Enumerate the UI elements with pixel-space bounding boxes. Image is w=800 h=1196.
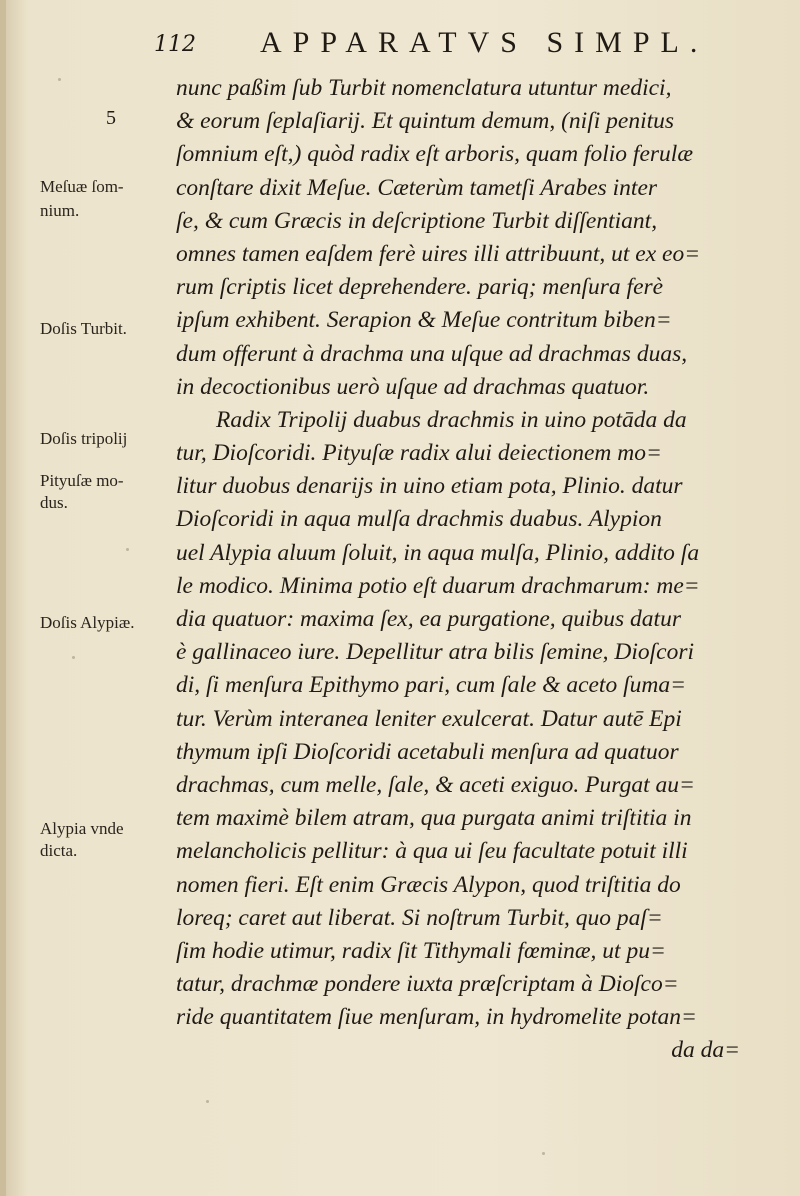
text-line: ſomnium eſt,) quòd radix eſt arboris, quam folio ferulæ: [176, 141, 693, 168]
ink-speck: [72, 656, 75, 659]
text-line: melancholicis pellitur: à qua ui ſeu facultate potuit illi: [176, 838, 688, 865]
ink-speck: [58, 78, 61, 81]
text-line: thymum ipſi Dioſcoridi acetabuli menſura ad quatuor: [176, 738, 679, 765]
page-header: [154, 18, 714, 66]
text-line: Radix Tripolij duabus drachmis in uino potāda da: [216, 406, 687, 433]
page-number: 112: [154, 32, 196, 57]
line-marker: 5: [106, 107, 116, 129]
ink-speck: [126, 548, 129, 551]
text-line: tur. Verùm interanea leniter exulcerat. Datur autē Epi: [176, 705, 682, 732]
text-line: & eorum ſeplaſiarij. Et quintum demum, (niſi penitus: [176, 108, 675, 135]
margin-note: Alypia vnde: [40, 819, 124, 838]
margin-note: dicta.: [40, 841, 78, 860]
text-line: drachmas, cum melle, ſale, & aceti exiguo. Purgat au=: [176, 771, 695, 798]
text-line: uel Alypia aluum ſoluit, in aqua mulſa, Plinio, addito ſa: [176, 539, 700, 566]
text-line: loreq; caret aut liberat. Si noſtrum Turbit, quo paſ=: [176, 904, 663, 931]
text-line: tem maximè bilem atram, qua purgata animi triſtitia in: [176, 805, 692, 832]
text-line: Dioſcoridi in aqua mulſa drachmis duabus. Alypion: [176, 506, 662, 533]
ink-speck: [542, 1152, 545, 1155]
catchword: da da=: [671, 1037, 740, 1064]
text-line: conſtare dixit Meſue. Cæterùm tametſi Arabes inter: [176, 174, 658, 201]
main-text-block: [176, 72, 776, 1068]
text-line: ride quantitatem ſiue menſuram, in hydromelite potan=: [176, 1004, 697, 1031]
text-line: in decoctionibus uerò uſque ad drachmas quatuor.: [176, 373, 650, 400]
text-line: tur, Dioſcoridi. Pityuſæ radix alui deiectionem mo=: [176, 440, 662, 467]
text-line: ipſum exhibent. Serapion & Meſue contritum biben=: [176, 307, 672, 334]
text-line: ſe, & cum Græcis in deſcriptione Turbit diſſentiant,: [176, 207, 658, 234]
text-line: nunc paßim ſub Turbit nomenclatura utuntur medici,: [176, 75, 672, 101]
margin-note: nium.: [40, 201, 80, 220]
text-line: è gallinaceo iure. Depellitur atra bilis ſemine, Dioſcori: [176, 639, 695, 666]
text-line: tatur, drachmæ pondere iuxta præſcriptam à Dioſco=: [176, 971, 679, 998]
running-title: APPARATVS SIMPL.: [260, 26, 709, 59]
text-line: omnes tamen eaſdem ferè uires illi attribuunt, ut ex eo=: [176, 240, 701, 267]
margin-note: Pityuſæ mo-: [40, 471, 124, 490]
margin-note: dus.: [40, 493, 68, 512]
text-line: dum offerunt à drachma una uſque ad drachmas duas,: [176, 340, 688, 367]
text-line: dia quatuor: maxima ſex, ea purgatione, quibus datur: [176, 606, 681, 632]
margin-note: Doſis tripolij: [40, 429, 128, 448]
text-line: litur duobus denarijs in uino etiam pota, Plinio. datur: [176, 473, 683, 500]
text-line: le modico. Minima potio eſt duarum drachmarum: me=: [176, 572, 700, 599]
text-line: nomen fieri. Eſt enim Græcis Alypon, quod triſtitia do: [176, 871, 681, 898]
margin-note: Doſis Alypiæ.: [40, 613, 135, 632]
text-line: ſim hodie utimur, radix ſit Tithymali fœminæ, ut pu=: [176, 937, 666, 964]
margin-note: Meſuæ ſom-: [40, 177, 124, 196]
ink-speck: [206, 1100, 209, 1103]
text-line: di, ſi menſura Epithymo pari, cum ſale & aceto ſuma=: [176, 672, 686, 699]
text-line: rum ſcriptis licet deprehendere. pariq; menſura ferè: [176, 274, 664, 301]
margin-note: Doſis Turbit.: [40, 319, 127, 338]
